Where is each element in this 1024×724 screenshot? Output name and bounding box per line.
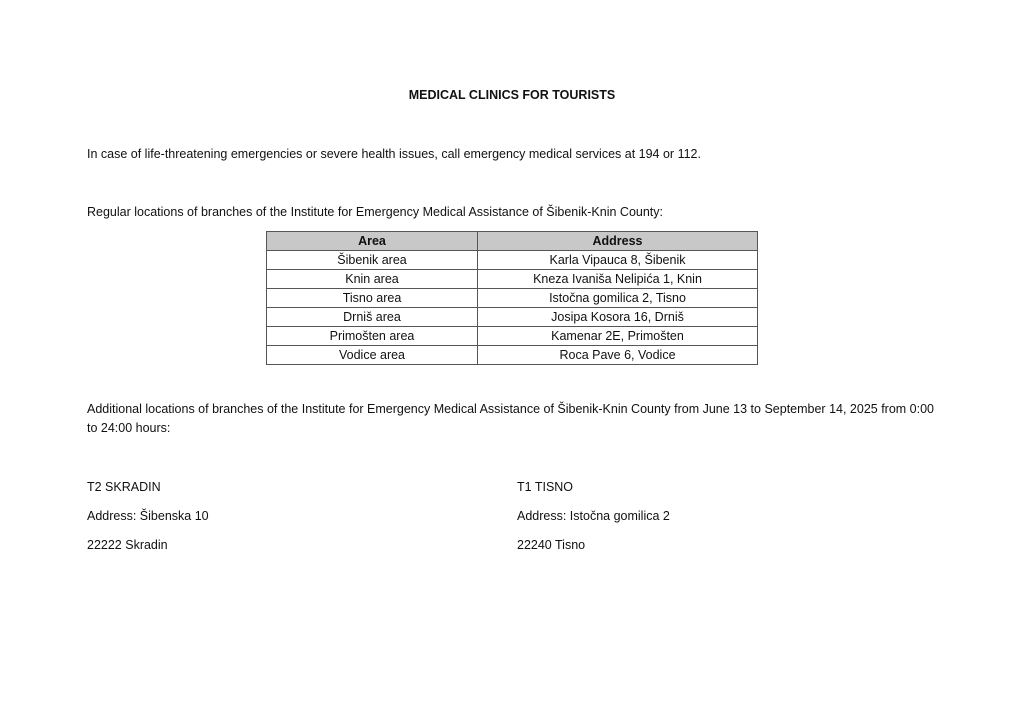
table-row xyxy=(267,270,758,289)
emergency-notice: In case of life-threatening emergencies or severe health issues, call emergency medical services at 194 or 112. xyxy=(87,147,701,161)
clinic-address: Address: Šibenska 10 xyxy=(87,509,209,523)
regular-locations-table xyxy=(266,231,758,365)
address-cell: Kamenar 2E, Primošten xyxy=(478,327,758,346)
area-cell: Drniš area xyxy=(267,308,478,327)
address-cell: Kneza Ivaniša Nelipića 1, Knin xyxy=(478,270,758,289)
area-cell: Tisno area xyxy=(267,289,478,308)
clinic-tisno xyxy=(517,478,817,565)
address-cell: Roca Pave 6, Vodice xyxy=(478,346,758,365)
additional-locations-intro: Additional locations of branches of the Institute for Emergency Medical Assistance of Šibenik-Knin County from June 13 to September 14, 2025 from 0:00 to 24:00 hours: xyxy=(87,402,934,435)
document-title: MEDICAL CLINICS FOR TOURISTS xyxy=(408,88,616,102)
address-cell: Istočna gomilica 2, Tisno xyxy=(478,289,758,308)
table-header-row xyxy=(267,232,758,251)
table-row xyxy=(267,308,758,327)
table-row xyxy=(267,346,758,365)
clinic-skradin xyxy=(87,478,387,565)
clinic-city: 22222 Skradin xyxy=(87,538,168,552)
regular-locations-intro: Regular locations of branches of the Institute for Emergency Medical Assistance of Šibenik-Knin County: xyxy=(87,205,663,219)
column-header-area: Area xyxy=(267,232,478,251)
area-cell: Knin area xyxy=(267,270,478,289)
clinic-name: T1 TISNO xyxy=(517,480,574,494)
clinic-address: Address: Istočna gomilica 2 xyxy=(517,509,670,523)
area-cell: Šibenik area xyxy=(267,251,478,270)
clinic-city: 22240 Tisno xyxy=(517,538,586,552)
address-cell: Karla Vipauca 8, Šibenik xyxy=(478,251,758,270)
table-row xyxy=(267,327,758,346)
clinic-name: T2 SKRADIN xyxy=(87,480,161,494)
area-cell: Vodice area xyxy=(267,346,478,365)
table-row xyxy=(267,251,758,270)
address-cell: Josipa Kosora 16, Drniš xyxy=(478,308,758,327)
column-header-address: Address xyxy=(478,232,758,251)
area-cell: Primošten area xyxy=(267,327,478,346)
table-row xyxy=(267,289,758,308)
